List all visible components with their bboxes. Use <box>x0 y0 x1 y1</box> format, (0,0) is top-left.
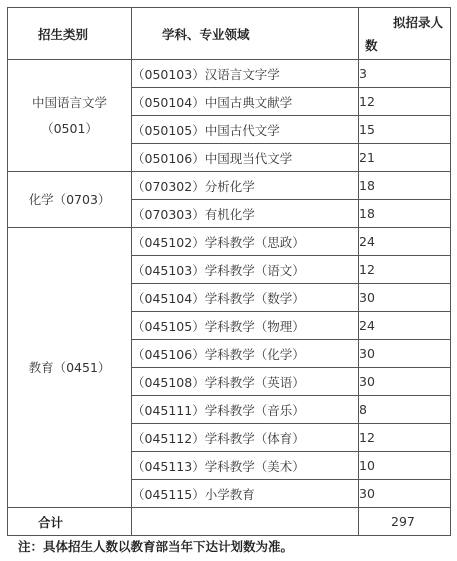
category-cell <box>8 228 132 508</box>
field-cell: （045112）学科教学（体育） <box>132 424 359 452</box>
quota-cell: 8 <box>359 396 451 424</box>
table-row <box>8 60 451 88</box>
quota-cell: 30 <box>359 340 451 368</box>
quota-cell: 24 <box>359 228 451 256</box>
category-cell <box>8 172 132 228</box>
quota-cell: 30 <box>359 284 451 312</box>
enrollment-table <box>7 7 451 536</box>
category-label: 化学（0703） <box>28 191 111 207</box>
category-label: 教育（0451） <box>28 359 111 375</box>
header-quota <box>359 8 451 60</box>
category-code: （0501） <box>41 120 98 136</box>
field-cell: （045105）学科教学（物理） <box>132 312 359 340</box>
field-cell: （045106）学科教学（化学） <box>132 340 359 368</box>
quota-cell: 15 <box>359 116 451 144</box>
field-cell: （050103）汉语言文字学 <box>132 60 359 88</box>
field-cell: （045115）小学教育 <box>132 480 359 508</box>
quota-cell: 3 <box>359 60 451 88</box>
table-row <box>8 172 451 200</box>
field-cell: （050106）中国现当代文学 <box>132 144 359 172</box>
field-cell: （045111）学科教学（音乐） <box>132 396 359 424</box>
total-row <box>8 508 451 536</box>
field-cell: （050105）中国古代文学 <box>132 116 359 144</box>
field-cell: （045104）学科教学（数学） <box>132 284 359 312</box>
table-row <box>8 228 451 256</box>
category-label: 中国语言文学 <box>31 94 107 110</box>
field-cell: （045103）学科教学（语文） <box>132 256 359 284</box>
quota-cell: 30 <box>359 480 451 508</box>
quota-cell: 24 <box>359 312 451 340</box>
field-cell: （045102）学科教学（思政） <box>132 228 359 256</box>
header-category: 招生类别 <box>8 8 132 60</box>
quota-cell: 18 <box>359 200 451 228</box>
field-cell: （050104）中国古典文献学 <box>132 88 359 116</box>
quota-cell: 18 <box>359 172 451 200</box>
header-field: 学科、专业领域 <box>132 8 359 60</box>
total-value: 297 <box>359 508 451 536</box>
quota-cell: 12 <box>359 88 451 116</box>
total-empty-cell <box>132 508 359 536</box>
field-cell: （045108）学科教学（英语） <box>132 368 359 396</box>
header-quota-line2: 数 <box>365 38 378 53</box>
total-label: 合计 <box>8 508 132 536</box>
category-cell <box>8 60 132 172</box>
quota-cell: 10 <box>359 452 451 480</box>
quota-cell: 30 <box>359 368 451 396</box>
quota-cell: 21 <box>359 144 451 172</box>
quota-cell: 12 <box>359 424 451 452</box>
field-cell: （070302）分析化学 <box>132 172 359 200</box>
footnote: 注：具体招生人数以教育部当年下达计划数为准。 <box>18 539 294 554</box>
header-quota-line1: 拟招录人 <box>393 15 444 30</box>
field-cell: （045113）学科教学（美术） <box>132 452 359 480</box>
table-header-row <box>8 8 451 60</box>
quota-cell: 12 <box>359 256 451 284</box>
field-cell: （070303）有机化学 <box>132 200 359 228</box>
